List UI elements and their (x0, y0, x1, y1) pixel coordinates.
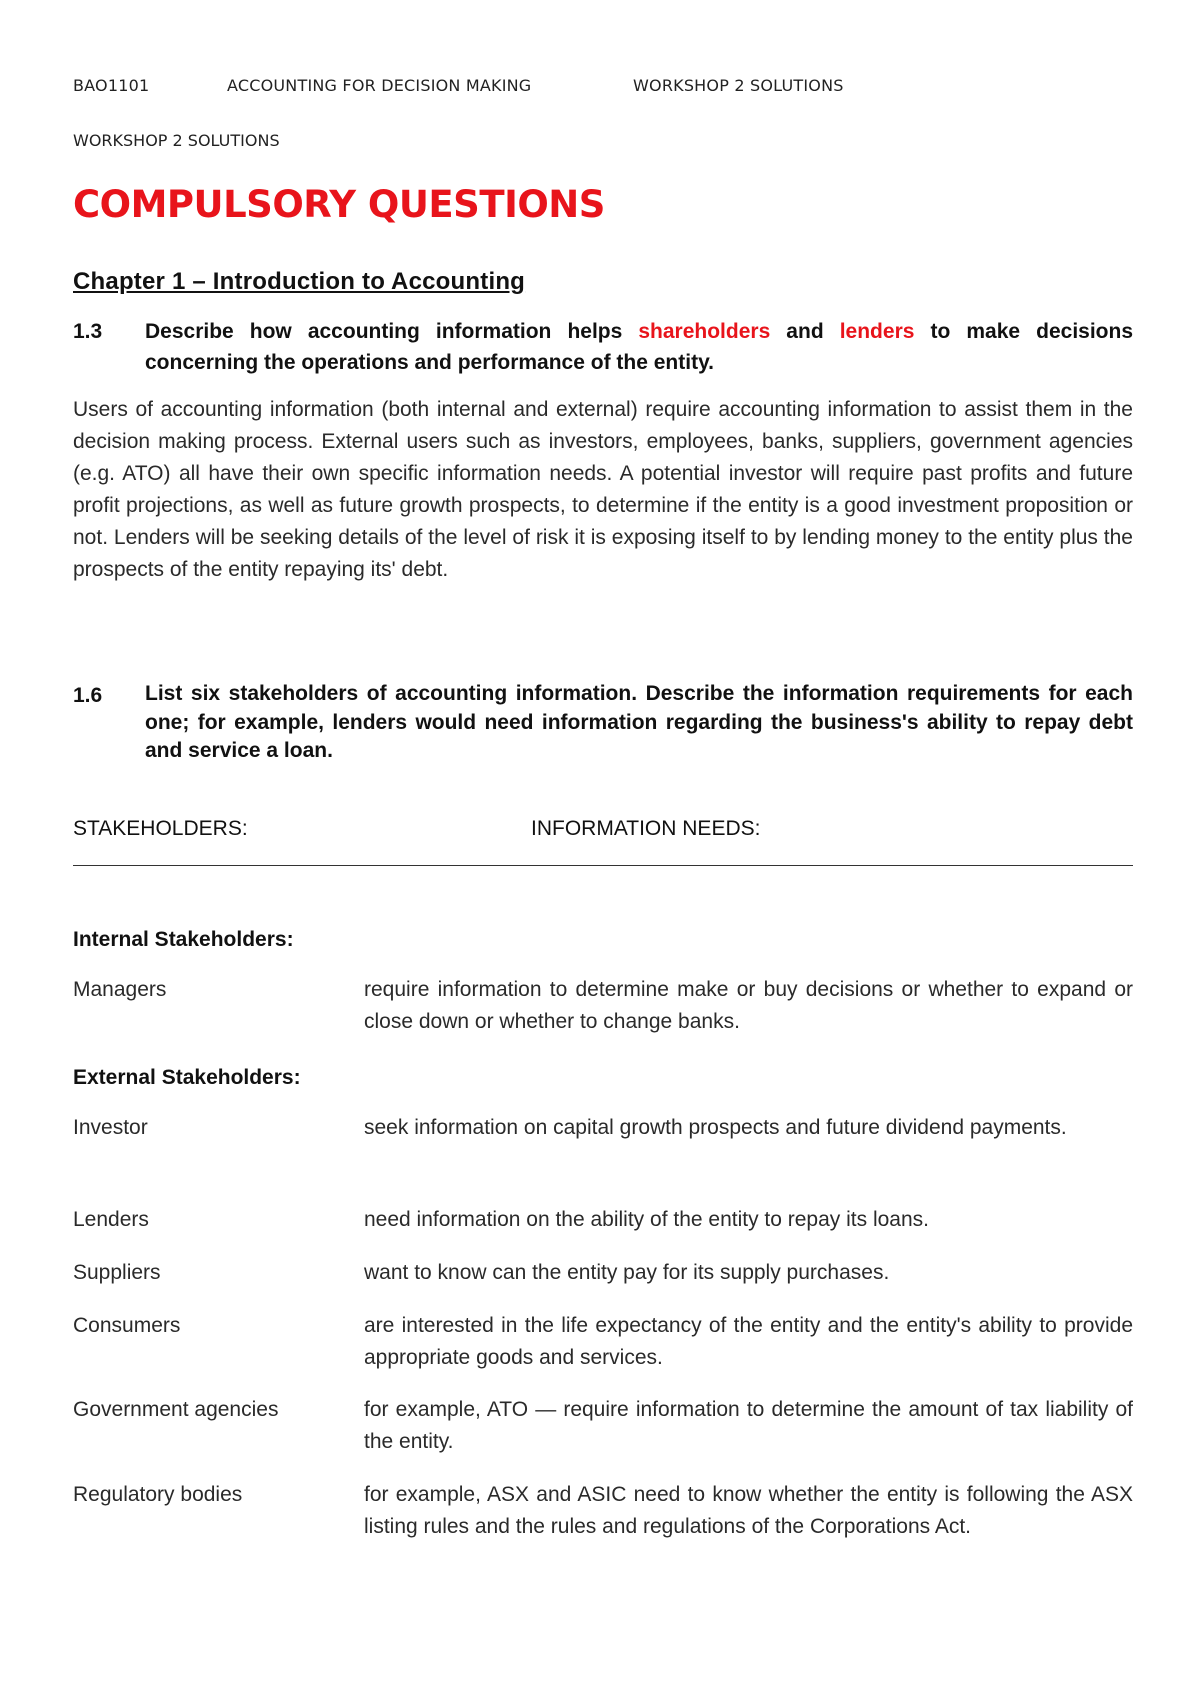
highlight-shareholders: shareholders (638, 320, 771, 343)
stakeholder-row (73, 1479, 1133, 1543)
stakeholder-row (73, 1257, 1133, 1289)
question-number: 1.6 (73, 684, 103, 707)
question-text: List six stakeholders of accounting information. Describe the information requirements for each one; for example, lenders would need information regarding the business's ability to repay debt and service a loan. (145, 682, 1133, 762)
question-number: 1.3 (73, 320, 103, 343)
course-code: BAO1101 (73, 76, 150, 95)
information-needs-header: INFORMATION NEEDS: (531, 817, 761, 840)
course-name: ACCOUNTING FOR DECISION MAKING (227, 76, 532, 95)
stakeholder-row (73, 1394, 1133, 1458)
stakeholder-need: are interested in the life expectancy of the entity and the entity's ability to provide appropriate goods and services. (364, 1314, 1133, 1369)
internal-stakeholders-label: Internal Stakeholders: (73, 928, 294, 951)
stakeholder-name: Suppliers (73, 1261, 161, 1284)
stakeholder-row (73, 1112, 1133, 1144)
question-1-3 (73, 316, 1133, 378)
section-title: COMPULSORY QUESTIONS (73, 183, 605, 226)
stakeholder-name: Managers (73, 978, 167, 1001)
stakeholder-name: Government agencies (73, 1398, 279, 1421)
stakeholder-name: Lenders (73, 1208, 149, 1231)
question-text: Describe how accounting information helps shareholders and lenders to make decisions concerning the operations and performance of the entity. (145, 320, 1133, 374)
question-1-6 (73, 680, 1133, 766)
stakeholder-need: want to know can the entity pay for its supply purchases. (364, 1261, 890, 1284)
stakeholder-need: for example, ASX and ASIC need to know whether the entity is following the ASX listing rules and the rules and regulations of the Corporations Act. (364, 1483, 1133, 1538)
chapter-title: Chapter 1 – Introduction to Accounting (73, 268, 526, 295)
answer-1-3: Users of accounting information (both internal and external) require accounting information to assist them in the decision making process. External users such as investors, employees, banks, suppliers, government agencies (e.g. ATO) all have their own specific information needs. A potential investor will require past profits and future profit projections, as well as future growth prospects, to determine if the entity is a good investment proposition or not. Lenders will be seeking details of the level of risk it is exposing itself to by lending money to the entity plus the prospects of the entity repaying its' debt. (73, 398, 1133, 581)
stakeholder-need: seek information on capital growth prospects and future dividend payments. (364, 1116, 1067, 1139)
stakeholder-need: need information on the ability of the entity to repay its loans. (364, 1208, 930, 1231)
stakeholder-name: Regulatory bodies (73, 1483, 243, 1506)
stakeholder-need: for example, ATO — require information to determine the amount of tax liability of the entity. (364, 1398, 1133, 1453)
external-stakeholders-label: External Stakeholders: (73, 1066, 301, 1089)
stakeholder-name: Investor (73, 1116, 148, 1139)
stakeholder-need: require information to determine make or buy decisions or whether to expand or close down or whether to change banks. (364, 978, 1133, 1033)
header-divider (73, 865, 1133, 866)
workshop-label: WORKSHOP 2 SOLUTIONS (633, 76, 844, 95)
stakeholder-row (73, 974, 1133, 1038)
stakeholder-name: Consumers (73, 1314, 181, 1337)
stakeholders-header: STAKEHOLDERS: (73, 817, 248, 840)
highlight-lenders: lenders (839, 320, 915, 343)
document-subheading: WORKSHOP 2 SOLUTIONS (73, 131, 280, 150)
stakeholder-row (73, 1310, 1133, 1374)
stakeholder-row (73, 1204, 1133, 1236)
